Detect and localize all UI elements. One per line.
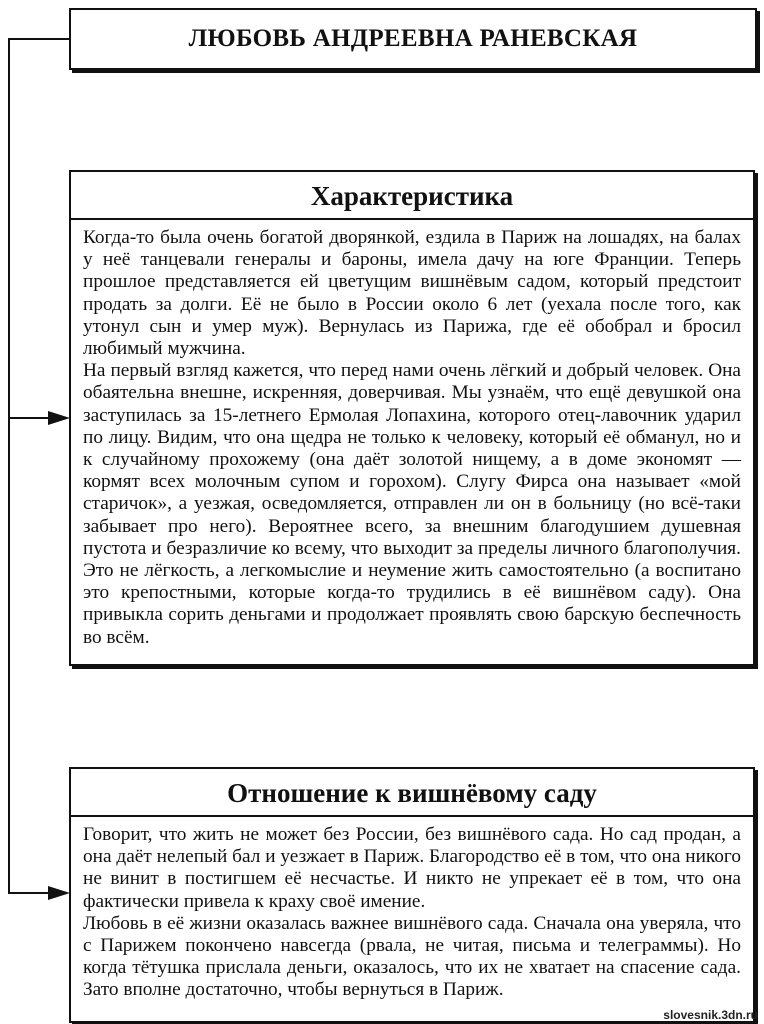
watermark: slovesnik.3dn.ru	[663, 1008, 758, 1022]
paragraph: На первый взгляд кажется, что перед нами очень лёгкий и добрый человек. Она обаятельна внешне, искренняя, доверчивая. Мы узнаём, что ещё девушкой она заступилась за 15-летнего Ермолая Лопахина, которого отец-лавочник ударил по лицу. Видим, что она щедра не только к человеку, который её обманул, но и к случайному прохожему (она даёт золотой нищему, а в доме экономят — кормят всех молочным супом и горохом). Слугу Фирса она называет «мой старичок», а уезжая, осведомляется, отправлен ли он в больницу (но всё-таки забывает про него). Вероятнее всего, за внешним благодушием душевная пустота и безразличие ко всему, что выходит за пределы личного благополучия. Это не лёгкость, а легкомыслие и неумение жить самостоятельно (а воспитано это крепостными, которые когда-то трудились в её вишнёвом саду). Она привыкла сорить деньгами и продолжает проявлять свою барскую беспечность во всём.	[83, 360, 741, 648]
arrow-right-icon	[48, 886, 70, 900]
connector-vertical-line	[8, 38, 10, 893]
page-title: ЛЮБОВЬ АНДРЕЕВНА РАНЕВСКАЯ	[188, 25, 638, 52]
connector-arrow-line-1	[8, 417, 50, 419]
paragraph: Говорит, что жить не может без России, без вишнёвого сада. Но сад продан, а она даёт нелепый бал и уезжает в Париж. Благородство её в том, что она никого не винит в постигшем её несчастье. И никто не упрекает её в том, что она фактически привела к краху своё имение.	[83, 824, 741, 912]
characteristic-card	[69, 170, 755, 666]
characteristic-body	[71, 220, 753, 655]
arrow-right-icon	[48, 411, 70, 425]
connector-top-line	[8, 38, 70, 40]
connector-arrow-line-2	[8, 892, 50, 894]
cherry-orchard-body	[71, 817, 753, 1008]
cherry-orchard-heading: Отношение к вишнёвому саду	[71, 769, 753, 817]
paragraph: Любовь в её жизни оказалась важнее вишнёвого сада. Сначала она уверяла, что с Парижем покончено навсегда (рвала, не читая, письма и телеграммы). Но когда тётушка прислала деньги, оказалось, что их не хватает на спасение сада. Зато вполне достаточно, чтобы вернуться в Париж.	[83, 912, 741, 1001]
cherry-orchard-card	[69, 767, 755, 1023]
characteristic-heading: Характеристика	[71, 172, 753, 220]
title-box	[69, 8, 757, 70]
paragraph: Когда-то была очень богатой дворянкой, ездила в Париж на лошадях, на балах у неё танцевали генералы и бароны, имела дачу на юге Франции. Теперь прошлое представляется ей цветущим вишнёвым садом, который предстоит продать за долги. Её не было в России около 6 лет (уехала после того, как утонул сын и умер муж). Вернулась из Парижа, где её обобрал и бросил любимый мужчина.	[83, 227, 741, 360]
